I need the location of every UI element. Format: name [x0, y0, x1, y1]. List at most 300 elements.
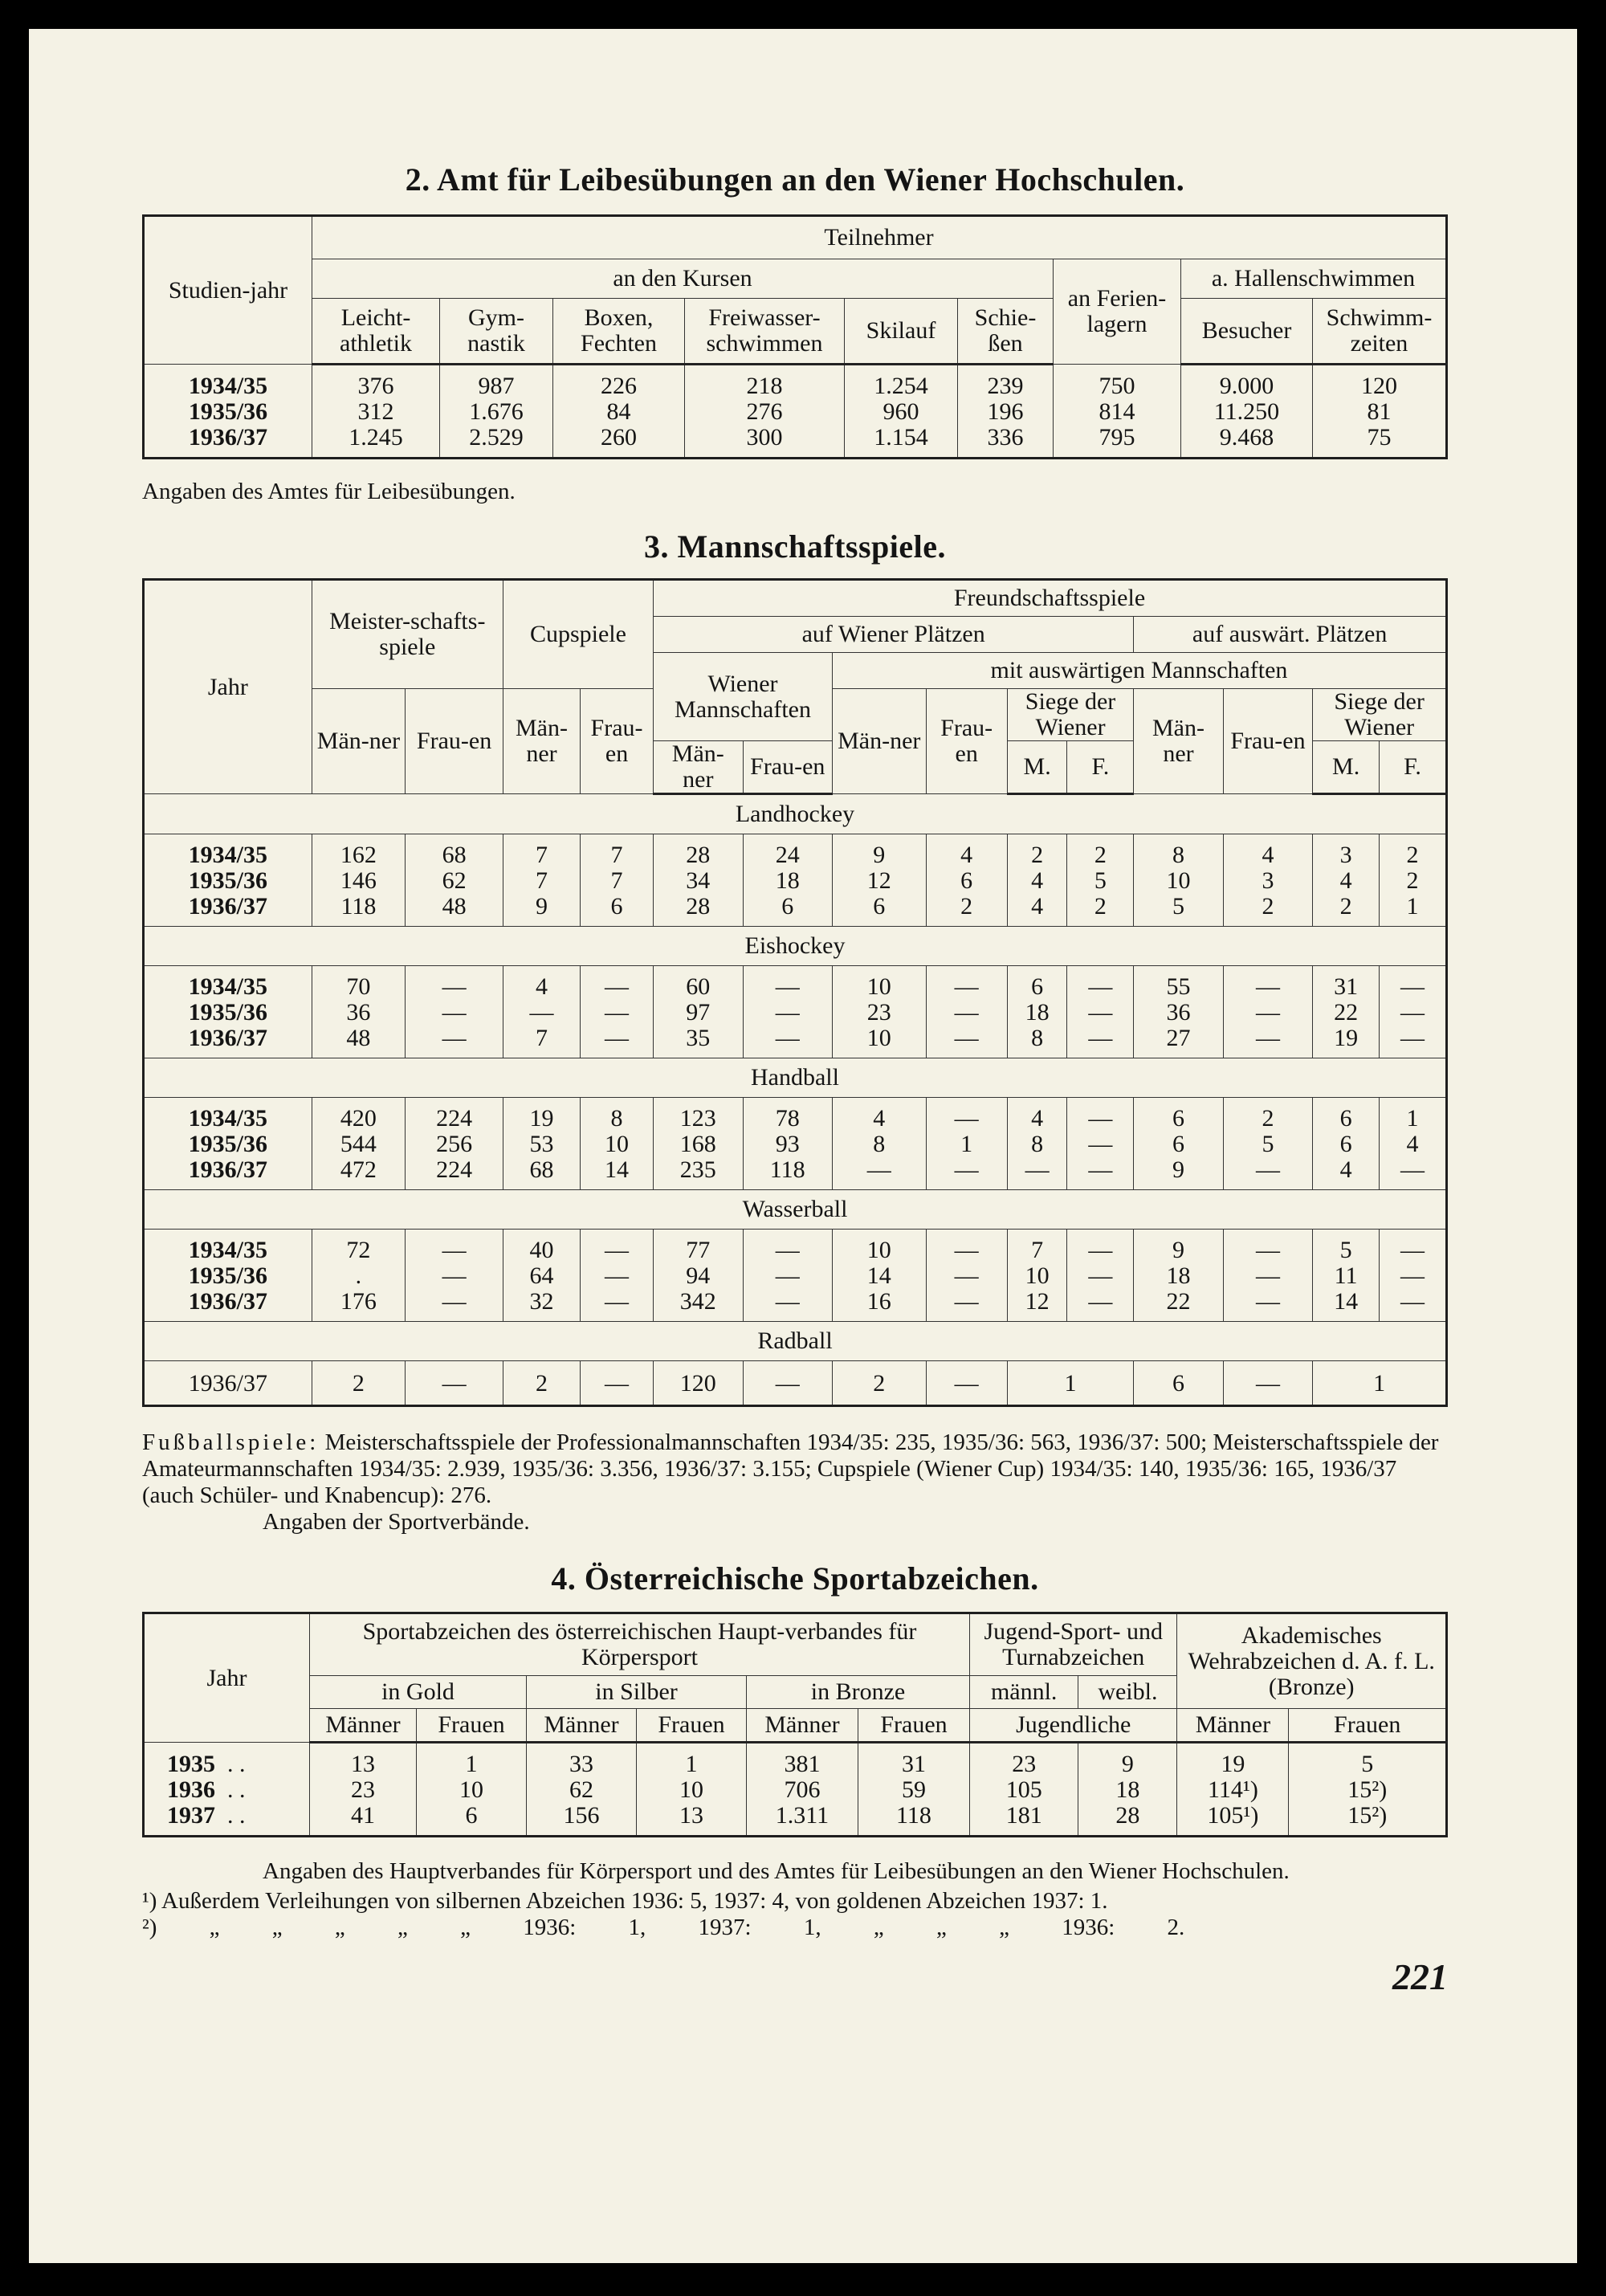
table-cell: 2: [1380, 834, 1447, 869]
table-cell: 300: [685, 425, 845, 459]
table-cell: —: [743, 1230, 832, 1264]
table-cell: —: [926, 1263, 1007, 1289]
row-year: 1935/36: [144, 868, 312, 894]
table-row: [144, 1263, 1447, 1289]
table-cell: 114¹): [1177, 1777, 1289, 1803]
section3-title: 3. Mannschaftsspiele.: [643, 528, 947, 565]
table-cell: 28: [1078, 1803, 1177, 1837]
table-cell: 8: [832, 1132, 926, 1157]
header-maenner: Män-ner: [654, 741, 743, 794]
table-cell: 6: [743, 894, 832, 927]
header-frauen: Frau-en: [406, 689, 503, 794]
header-auf-auswaert-plaetzen: auf auswärt. Plätzen: [1134, 617, 1447, 653]
table-cell: —: [1223, 1289, 1312, 1322]
table-cell: 62: [406, 868, 503, 894]
table-cell: —: [926, 1026, 1007, 1058]
table-cell: 6: [1313, 1132, 1380, 1157]
table-cell: 4: [1313, 1157, 1380, 1190]
year-label: 1937: [167, 1802, 215, 1829]
table-cell: 15²): [1289, 1803, 1447, 1837]
table-cell: —: [1067, 1157, 1134, 1190]
table-row: [144, 1098, 1447, 1132]
table-cell: 23: [832, 1000, 926, 1026]
table-cell: 260: [553, 425, 685, 459]
table-cell: 276: [685, 399, 845, 425]
table-cell: 4: [1223, 834, 1312, 869]
table-cell: —: [1067, 1230, 1134, 1264]
table-cell: 4: [503, 966, 580, 1001]
table-cell: 6: [1313, 1098, 1380, 1132]
sport-badges-table: [142, 1612, 1448, 1837]
table-cell: 1.154: [845, 425, 958, 459]
table-cell: 60: [654, 966, 743, 1001]
university-sports-table: [142, 214, 1448, 459]
table-cell: 48: [312, 1026, 406, 1058]
table-cell: 2: [503, 1361, 580, 1406]
table-cell: —: [581, 1230, 654, 1264]
table-cell: 1.311: [747, 1803, 858, 1837]
sport-section-label: Wasserball: [144, 1190, 1447, 1230]
sport-section-label: Radball: [144, 1322, 1447, 1361]
row-year: 1935/36: [144, 399, 312, 425]
row-year: 1936/37: [144, 1361, 312, 1406]
table-cell: —: [926, 1098, 1007, 1132]
header-freundschaftsspiele: Freundschaftsspiele: [654, 580, 1447, 617]
table-cell: 16: [832, 1289, 926, 1322]
header-in-bronze: in Bronze: [747, 1676, 970, 1709]
sport-section-row: [144, 927, 1447, 966]
table-cell: —: [1380, 1230, 1447, 1264]
table-cell: —: [1380, 1157, 1447, 1190]
section4-title: 4. Österreichische Sportabzeichen.: [551, 1560, 1039, 1597]
table-cell: 4: [1313, 868, 1380, 894]
header-ferienlagern: an Ferien-lagern: [1054, 259, 1181, 365]
table-cell: —: [1223, 966, 1312, 1001]
table-cell: 7: [581, 868, 654, 894]
table-cell: 6: [581, 894, 654, 927]
table-cell: 146: [312, 868, 406, 894]
table-cell: 120: [1313, 365, 1447, 400]
header-jahr: Jahr: [144, 1613, 310, 1743]
table-cell: 706: [747, 1777, 858, 1803]
table-cell: 381: [747, 1743, 858, 1778]
row-year: 1935/36: [144, 1000, 312, 1026]
table-cell: 2: [1223, 1098, 1312, 1132]
table-cell: 72: [312, 1230, 406, 1264]
table-cell: —: [1380, 966, 1447, 1001]
table-cell: 10: [1007, 1263, 1067, 1289]
table-cell: 12: [1007, 1289, 1067, 1322]
table-cell: 750: [1054, 365, 1181, 400]
header-siege-der-wiener: Siege der Wiener: [1007, 689, 1133, 741]
table-cell: 77: [654, 1230, 743, 1264]
year-label: 1935: [167, 1750, 215, 1777]
row-year: 1935/36: [144, 1263, 312, 1289]
table-cell: —: [1067, 1289, 1134, 1322]
header-frauen: Frauen: [858, 1709, 970, 1743]
table-cell: 2: [1223, 894, 1312, 927]
table-cell: 32: [503, 1289, 580, 1322]
row-year: 1936/37: [144, 1157, 312, 1190]
table-row: [144, 399, 1447, 425]
year-dots: . .: [215, 1750, 246, 1777]
table-cell: 6: [832, 894, 926, 927]
table-cell: 10: [832, 1230, 926, 1264]
table-row: [144, 1132, 1447, 1157]
table-cell: 226: [553, 365, 685, 400]
football-note-lead: Fußballspiele:: [142, 1429, 320, 1455]
table-cell: 2: [312, 1361, 406, 1406]
table-cell: 123: [654, 1098, 743, 1132]
table-cell: 10: [417, 1777, 527, 1803]
header-m: M.: [1313, 741, 1380, 794]
table-cell: 28: [654, 894, 743, 927]
table-cell: 5: [1223, 1132, 1312, 1157]
header-meisterschaftsspiele: Meister-schafts-spiele: [312, 580, 503, 689]
table-cell: 22: [1313, 1000, 1380, 1026]
table-cell: 75: [1313, 425, 1447, 459]
table-cell: 19: [1177, 1743, 1289, 1778]
table-cell: 68: [406, 834, 503, 869]
table-cell: 13: [637, 1803, 747, 1837]
section4-body: [144, 1743, 1447, 1837]
table-cell: 84: [553, 399, 685, 425]
table-cell: 9.468: [1181, 425, 1313, 459]
table-cell: 5: [1134, 894, 1223, 927]
table-cell: 15²): [1289, 1777, 1447, 1803]
table-cell: 78: [743, 1098, 832, 1132]
table-cell: 18: [1078, 1777, 1177, 1803]
table-cell: 118: [858, 1803, 970, 1837]
section4-source: Angaben des Hauptverbandes für Körpersport und des Amtes für Leibesübungen an den Wiener Hochschulen.: [263, 1858, 1290, 1884]
table-cell: 18: [1134, 1263, 1223, 1289]
header-schwimmzeiten: Schwimm-zeiten: [1313, 299, 1447, 365]
table-cell: —: [1223, 1361, 1312, 1406]
section2-title: 2. Amt für Leibesübungen an den Wiener Hochschulen.: [405, 161, 1185, 198]
table-cell: 2: [1067, 894, 1134, 927]
table-cell: 312: [312, 399, 440, 425]
table-cell: —: [926, 966, 1007, 1001]
table-cell: 22: [1134, 1289, 1223, 1322]
header-besucher: Besucher: [1181, 299, 1313, 365]
table-cell: 34: [654, 868, 743, 894]
year-label: 1936: [167, 1776, 215, 1803]
table-cell: 5: [1289, 1743, 1447, 1778]
table-cell: —: [1067, 1098, 1134, 1132]
table-cell: 1.245: [312, 425, 440, 459]
table-cell: 1: [1313, 1361, 1447, 1406]
table-cell: 224: [406, 1157, 503, 1190]
header-weibl: weibl.: [1078, 1676, 1177, 1709]
sport-section-label: Handball: [144, 1058, 1447, 1098]
table-cell: 118: [743, 1157, 832, 1190]
content: [142, 143, 1448, 1997]
table-cell: 31: [858, 1743, 970, 1778]
table-cell: —: [743, 1026, 832, 1058]
header-jahr: Jahr: [144, 580, 312, 794]
footnote-1: ¹) Außerdem Verleihungen von silbernen Abzeichen 1936: 5, 1937: 4, von goldenen Abzeichen 1937: 1.: [142, 1888, 1108, 1914]
table-cell: 10: [832, 1026, 926, 1058]
table-cell: —: [581, 1026, 654, 1058]
header-maenner: Män-ner: [832, 689, 926, 794]
table-cell: —: [503, 1000, 580, 1026]
row-year: 1936/37: [144, 894, 312, 927]
table-row: [144, 1803, 1447, 1837]
table-cell: 9: [1078, 1743, 1177, 1778]
table-cell: 9: [1134, 1157, 1223, 1190]
table-cell: 68: [503, 1157, 580, 1190]
table-cell: —: [743, 1263, 832, 1289]
table-cell: 176: [312, 1289, 406, 1322]
table-cell: —: [1223, 1157, 1312, 1190]
table-cell: —: [581, 1263, 654, 1289]
table-row: [144, 1289, 1447, 1322]
table-cell: 1: [637, 1743, 747, 1778]
table-cell: —: [1007, 1157, 1067, 1190]
table-cell: 2: [1007, 834, 1067, 869]
table-cell: 14: [1313, 1289, 1380, 1322]
table-cell: 162: [312, 834, 406, 869]
table-cell: 9.000: [1181, 365, 1313, 400]
table-cell: 81: [1313, 399, 1447, 425]
sport-section-label: Eishockey: [144, 927, 1447, 966]
table-cell: —: [1223, 1026, 1312, 1058]
header-f: F.: [1067, 741, 1134, 794]
table-cell: —: [406, 1026, 503, 1058]
table-cell: 960: [845, 399, 958, 425]
header-siege-der-wiener: Siege der Wiener: [1313, 689, 1447, 741]
table-cell: —: [1380, 1026, 1447, 1058]
table-row: [144, 894, 1447, 927]
table-cell: 18: [743, 868, 832, 894]
table-cell: 7: [1007, 1230, 1067, 1264]
table-cell: 4: [1007, 1098, 1067, 1132]
header-m: M.: [1007, 741, 1067, 794]
table-cell: —: [581, 966, 654, 1001]
header-frauen: Frauen: [637, 1709, 747, 1743]
table-cell: 6: [1134, 1098, 1223, 1132]
table-cell: —: [1067, 1132, 1134, 1157]
table-cell: 10: [637, 1777, 747, 1803]
table-cell: 5: [1313, 1230, 1380, 1264]
table-cell: —: [406, 1289, 503, 1322]
table-cell: 64: [503, 1263, 580, 1289]
header-maenner: Männer: [747, 1709, 858, 1743]
table-row: [144, 1361, 1447, 1406]
table-cell: 62: [527, 1777, 637, 1803]
table-cell: 5: [1067, 868, 1134, 894]
header-an-den-kursen: an den Kursen: [312, 259, 1054, 299]
table-cell: 256: [406, 1132, 503, 1157]
table-cell: —: [581, 1289, 654, 1322]
table-cell: —: [406, 1263, 503, 1289]
table-cell: 10: [832, 966, 926, 1001]
table-row: [144, 1026, 1447, 1058]
table-cell: —: [926, 1000, 1007, 1026]
table-cell: 55: [1134, 966, 1223, 1001]
header-akademisch: Akademisches Wehrabzeichen d. A. f. L. (Bronze): [1177, 1613, 1447, 1709]
sport-section-label: Landhockey: [144, 794, 1447, 834]
table-cell: 196: [958, 399, 1054, 425]
table-cell: 342: [654, 1289, 743, 1322]
header-frauen: Frau-en: [743, 741, 832, 794]
header-frauen: Frauen: [417, 1709, 527, 1743]
header-maenner: Män-ner: [1134, 689, 1223, 794]
table-cell: 94: [654, 1263, 743, 1289]
row-year: 1934/35: [144, 1230, 312, 1264]
table-cell: —: [406, 1230, 503, 1264]
row-year: 1936/37: [144, 425, 312, 459]
table-cell: 40: [503, 1230, 580, 1264]
header-col: Gym-nastik: [440, 299, 553, 365]
header-col: Boxen, Fechten: [553, 299, 685, 365]
table-cell: —: [1067, 1026, 1134, 1058]
table-cell: 105¹): [1177, 1803, 1289, 1837]
table-cell: 1.676: [440, 399, 553, 425]
page: [29, 29, 1577, 2263]
header-mit-ausw-mannschaften: mit auswärtigen Mannschaften: [832, 653, 1446, 689]
table-cell: 14: [832, 1263, 926, 1289]
table-cell: —: [743, 966, 832, 1001]
table-cell: 3: [1313, 834, 1380, 869]
football-note: [142, 1429, 1448, 1509]
row-year: [144, 1777, 310, 1803]
table-cell: —: [406, 966, 503, 1001]
table-cell: 36: [1134, 1000, 1223, 1026]
table-cell: 156: [527, 1803, 637, 1837]
header-col: Skilauf: [845, 299, 958, 365]
row-year: 1936/37: [144, 1026, 312, 1058]
row-year: [144, 1743, 310, 1778]
table-cell: 4: [1007, 868, 1067, 894]
table-cell: —: [926, 1289, 1007, 1322]
header-maenner: Männer: [527, 1709, 637, 1743]
table-cell: 53: [503, 1132, 580, 1157]
table-cell: 4: [1007, 894, 1067, 927]
table-cell: 2: [832, 1361, 926, 1406]
football-note-text: Meisterschaftsspiele der Professionalmannschaften 1934/35: 235, 1935/36: 563, 1936/37: 500; Meisterschaftsspiele der Amateurmannschaften 1934/35: 2.939, 1935/36: 3.356, 1936/37: 3.155; Cupspiele (Wiener Cup) 1934/35: 140, 1935/36: 165, 1936/37 (auch Schüler- und Knabencup): 276.: [142, 1429, 1439, 1508]
table-cell: 8: [1007, 1132, 1067, 1157]
table-cell: —: [1380, 1000, 1447, 1026]
table-cell: 376: [312, 365, 440, 400]
section2-source: Angaben des Amtes für Leibesübungen.: [142, 479, 516, 504]
header-frauen: Frau-en: [926, 689, 1007, 794]
table-cell: —: [406, 1000, 503, 1026]
table-cell: 6: [926, 868, 1007, 894]
table-cell: —: [1067, 966, 1134, 1001]
year-dots: . .: [215, 1776, 246, 1803]
table-cell: —: [832, 1157, 926, 1190]
header-in-silber: in Silber: [527, 1676, 747, 1709]
table-cell: 48: [406, 894, 503, 927]
table-cell: 18: [1007, 1000, 1067, 1026]
table-cell: 28: [654, 834, 743, 869]
header-hallenschwimmen: a. Hallenschwimmen: [1181, 259, 1447, 299]
year-dots: . .: [215, 1802, 246, 1829]
header-col: Schie-ßen: [958, 299, 1054, 365]
table-cell: —: [581, 1361, 654, 1406]
table-cell: 14: [581, 1157, 654, 1190]
sport-section-row: [144, 1190, 1447, 1230]
table-cell: 168: [654, 1132, 743, 1157]
header-frauen: Frauen: [1289, 1709, 1447, 1743]
header-maenner: Männer: [1177, 1709, 1289, 1743]
sport-section-row: [144, 794, 1447, 834]
header-in-gold: in Gold: [310, 1676, 527, 1709]
table-cell: 795: [1054, 425, 1181, 459]
header-hauptverband: Sportabzeichen des österreichischen Haupt-verbandes für Körpersport: [310, 1613, 970, 1676]
table-row: [144, 365, 1447, 400]
table-cell: 6: [1007, 966, 1067, 1001]
table-cell: 2: [1067, 834, 1134, 869]
header-wiener-mannschaften: Wiener Mannschaften: [654, 653, 833, 741]
table-cell: 6: [1134, 1132, 1223, 1157]
header-col: Leicht-athletik: [312, 299, 440, 365]
table-cell: 4: [832, 1098, 926, 1132]
table-cell: 27: [1134, 1026, 1223, 1058]
table-cell: 544: [312, 1132, 406, 1157]
header-maennl: männl.: [970, 1676, 1078, 1709]
table-cell: —: [1380, 1289, 1447, 1322]
table-cell: 10: [581, 1132, 654, 1157]
table-cell: 2: [1380, 868, 1447, 894]
table-cell: 118: [312, 894, 406, 927]
table-cell: 35: [654, 1026, 743, 1058]
table-cell: 23: [310, 1777, 417, 1803]
table-cell: 11: [1313, 1263, 1380, 1289]
table-cell: —: [406, 1361, 503, 1406]
table-cell: 59: [858, 1777, 970, 1803]
table-cell: 19: [1313, 1026, 1380, 1058]
row-year: 1934/35: [144, 365, 312, 400]
table-cell: 4: [926, 834, 1007, 869]
table-cell: 7: [581, 834, 654, 869]
table-cell: 239: [958, 365, 1054, 400]
table-cell: 4: [1380, 1132, 1447, 1157]
table-cell: 13: [310, 1743, 417, 1778]
table-cell: 93: [743, 1132, 832, 1157]
header-jugendliche: Jugendliche: [970, 1709, 1177, 1743]
table-cell: 31: [1313, 966, 1380, 1001]
table-cell: 1: [926, 1132, 1007, 1157]
table-cell: 9: [503, 894, 580, 927]
table-cell: .: [312, 1263, 406, 1289]
table-cell: —: [743, 1361, 832, 1406]
table-cell: 420: [312, 1098, 406, 1132]
table-cell: 1: [417, 1743, 527, 1778]
table-cell: —: [926, 1361, 1007, 1406]
table-cell: 97: [654, 1000, 743, 1026]
header-maenner: Män-ner: [312, 689, 406, 794]
table-cell: 181: [970, 1803, 1078, 1837]
table-cell: —: [1067, 1000, 1134, 1026]
table-cell: 9: [832, 834, 926, 869]
table-cell: 23: [970, 1743, 1078, 1778]
table-cell: —: [743, 1289, 832, 1322]
table-cell: —: [1223, 1230, 1312, 1264]
table-row: [144, 966, 1447, 1001]
table-cell: 33: [527, 1743, 637, 1778]
header-frauen: Frau-en: [581, 689, 654, 794]
table-cell: 1: [1380, 894, 1447, 927]
table-cell: 9: [1134, 1230, 1223, 1264]
header-studienjahr: Studien-jahr: [144, 216, 312, 365]
table-cell: 24: [743, 834, 832, 869]
table-cell: 2: [926, 894, 1007, 927]
table-row: [144, 1000, 1447, 1026]
table-row: [144, 425, 1447, 459]
row-year: 1936/37: [144, 1289, 312, 1322]
